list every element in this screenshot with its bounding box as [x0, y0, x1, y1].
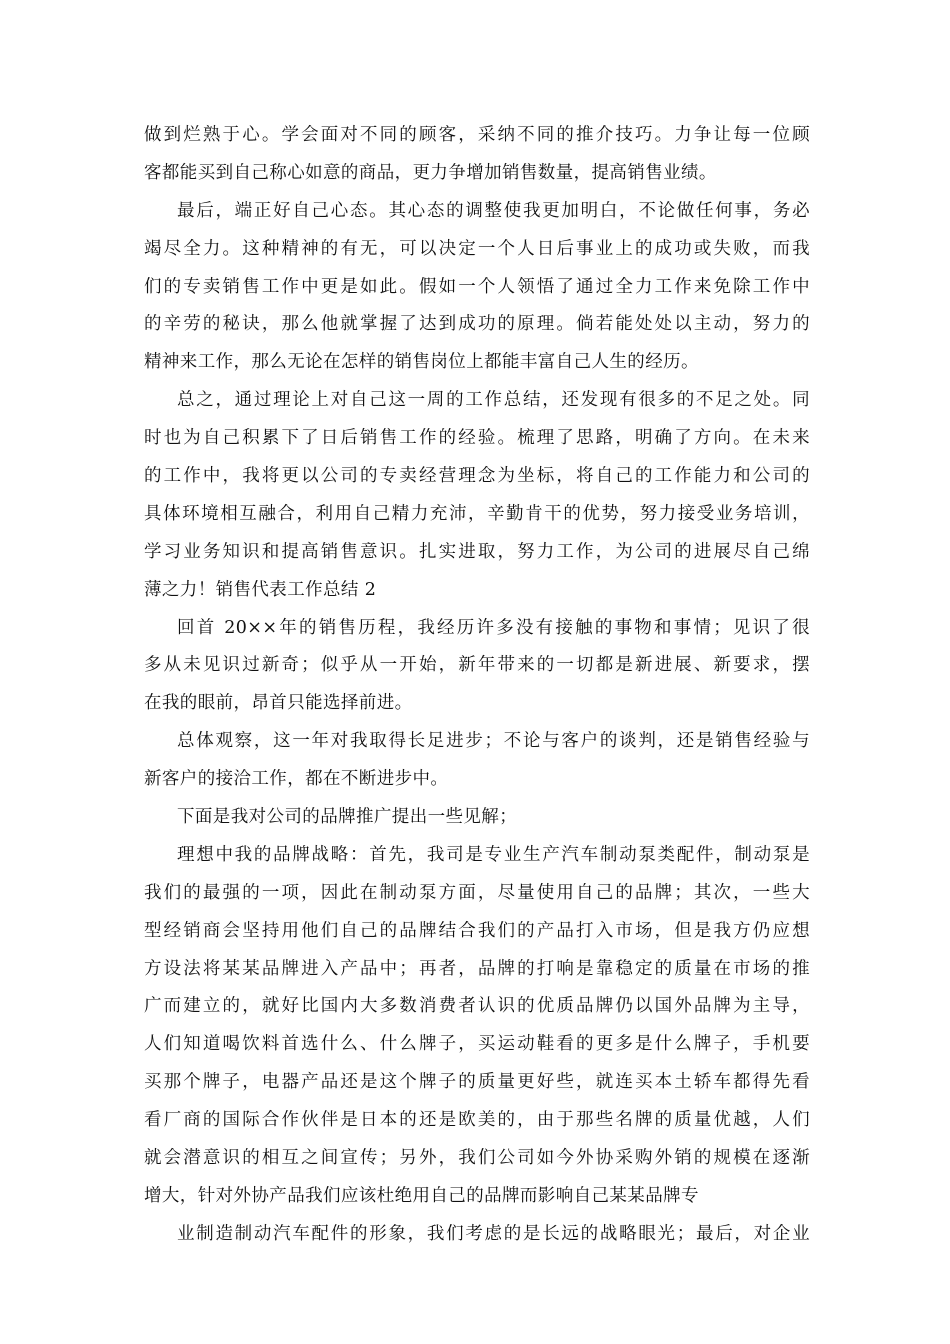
text-line: 看厂商的国际合作伙伴是日本的还是欧美的，由于那些名牌的质量优越，人们 — [144, 1110, 810, 1131]
text-line: 买那个牌子，电器产品还是这个牌子的质量更好些，就连买本土轿车都得先看 — [144, 1072, 810, 1093]
text-line: 型经销商会坚持用他们自己的品牌结合我们的产品打入市场，但是我方仍应想 — [144, 920, 810, 941]
text-line: 增大，针对外协产品我们应该杜绝用自己的品牌而影响自己某某品牌专 — [144, 1185, 699, 1206]
paragraph-first-line: 回首 20××年的销售历程，我经历许多没有接触的事物和事情；见识了很 — [177, 617, 810, 638]
paragraph-first-line: 最后，端正好自己心态。其心态的调整使我更加明白，不论做任何事，务必 — [177, 200, 810, 221]
paragraph-first-line: 总之，通过理论上对自己这一周的工作总结，还发现有很多的不足之处。同 — [177, 390, 810, 411]
text-line: 学习业务知识和提高销售意识。扎实进取，努力工作，为公司的进展尽自己绵 — [144, 541, 810, 562]
text-line: 的工作中，我将更以公司的专卖经营理念为坐标，将自己的工作能力和公司的 — [144, 466, 810, 487]
text-line: 们的专卖销售工作中更是如此。假如一个人领悟了通过全力工作来免除工作中 — [144, 276, 810, 297]
text-line: 竭尽全力。这种精神的有无，可以决定一个人日后事业上的成功或失败，而我 — [144, 238, 810, 259]
body-text — [144, 117, 810, 1254]
paragraph-first-line: 业制造制动汽车配件的形象，我们考虑的是长远的战略眼光；最后，对企业 — [177, 1223, 810, 1244]
text-line: 广而建立的，就好比国内大多数消费者认识的优质品牌仍以国外品牌为主导， — [144, 996, 810, 1017]
text-line: 新客户的接洽工作，都在不断进步中。 — [144, 769, 449, 790]
text-line: 在我的眼前，昂首只能选择前进。 — [144, 693, 413, 714]
text-line: 我们的最强的一项，因此在制动泵方面，尽量使用自己的品牌；其次，一些大 — [144, 882, 810, 903]
text-line: 时也为自己积累下了日后销售工作的经验。梳理了思路，明确了方向。在未来 — [144, 428, 810, 449]
text-line: 客都能买到自己称心如意的商品，更力争增加销售数量，提高销售业绩。 — [144, 162, 717, 183]
text-line: 就会潜意识的相互之间宣传；另外，我们公司如今外协采购外销的规模在逐渐 — [144, 1148, 810, 1169]
text-line: 精神来工作，那么无论在怎样的销售岗位上都能丰富自己人生的经历。 — [144, 352, 699, 373]
text-line: 做到烂熟于心。学会面对不同的顾客，采纳不同的推介技巧。力争让每一位顾 — [144, 125, 810, 145]
text-line: 的辛劳的秘诀，那么他就掌握了达到成功的原理。倘若能处处以主动，努力的 — [144, 314, 810, 335]
text-line: 薄之力！销售代表工作总结 2 — [144, 579, 377, 600]
paragraph-first-line: 下面是我对公司的品牌推广提出一些见解； — [177, 807, 518, 828]
text-line: 多从未见识过新奇；似乎从一开始，新年带来的一切都是新进展、新要求，摆 — [144, 655, 810, 676]
paragraph-first-line: 理想中我的品牌战略：首先，我司是专业生产汽车制动泵类配件，制动泵是 — [177, 844, 810, 865]
paragraph-first-line: 总体观察，这一年对我取得长足进步；不论与客户的谈判，还是销售经验与 — [177, 731, 810, 752]
text-line: 方设法将某某品牌进入产品中；再者，品牌的打响是靠稳定的质量在市场的推 — [144, 958, 810, 979]
text-line: 具体环境相互融合，利用自己精力充沛，辛勤肯干的优势，努力接受业务培训， — [144, 503, 810, 524]
text-line: 人们知道喝饮料首选什么、什么牌子，买运动鞋看的更多是什么牌子，手机要 — [144, 1034, 810, 1055]
